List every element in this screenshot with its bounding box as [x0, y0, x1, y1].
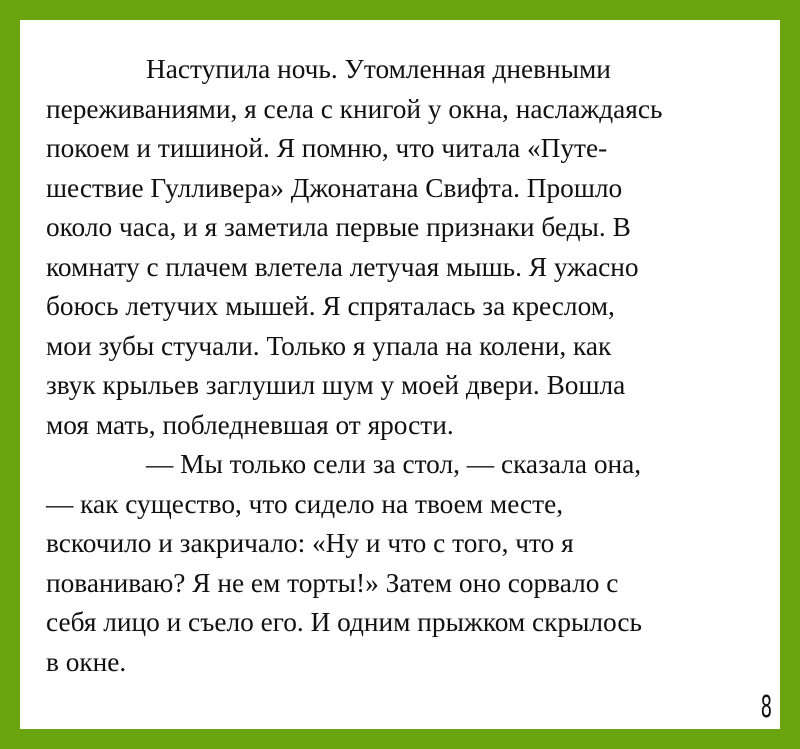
text-line: моя мать, побледневшая от ярости.	[46, 409, 454, 440]
text-line: вскочило и закричало: «Ну и что с того, что я	[46, 528, 574, 558]
page-number: 8	[760, 690, 772, 725]
text-line: боюсь летучих мышей. Я спряталась за креслом,	[46, 291, 615, 321]
text-line: около часа, и я заметила первые признаки беды. В	[46, 212, 631, 242]
page	[20, 20, 780, 729]
text-line: пованиваю? Я не ем торты!» Затем оно сорвало с	[46, 567, 619, 598]
text-line: шествие Гулливера» Джонатана Свифта. Прошло	[46, 172, 623, 203]
text-line: звук крыльев заглушил шум у моей двери. Вошла	[46, 370, 626, 400]
text-line: переживаниями, я села с книгой у окна, наслаждаясь	[46, 93, 663, 124]
text-line: мои зубы стучали. Только я упала на колени, как	[46, 330, 612, 361]
text-line: себя лицо и съело его. И одним прыжком скрылось	[46, 607, 642, 637]
text-line: — как существо, что сидело на твоем месте,	[46, 488, 564, 519]
text-line: в окне.	[46, 646, 127, 677]
body-text	[46, 50, 766, 682]
text-line: Наступила ночь. Утомленная дневными	[146, 54, 611, 84]
text-line: — Мы только сели за стол, — сказала она,	[146, 449, 642, 479]
text-line: комнату с плачем влетела летучая мышь. Я ужасно	[46, 251, 639, 282]
text-line: покоем и тишиной. Я помню, что читала «Путе-	[46, 133, 608, 163]
